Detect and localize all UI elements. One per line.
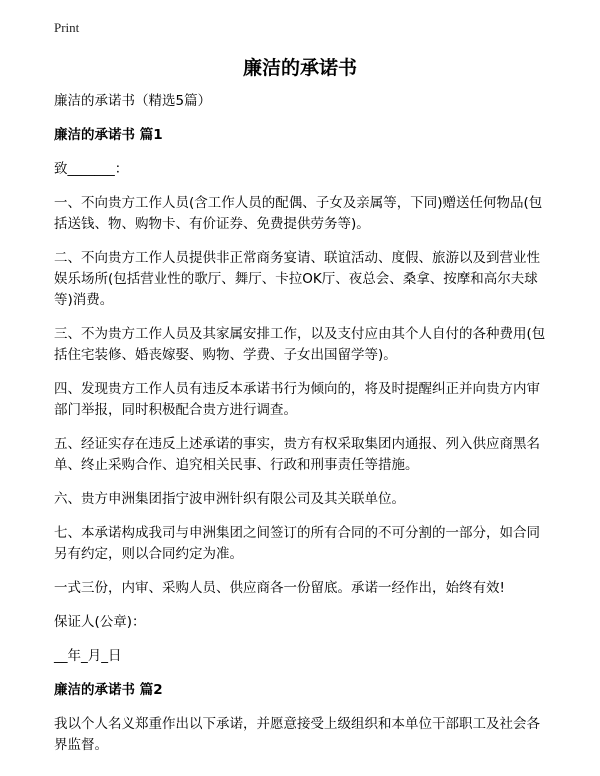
paragraph-pledge-intro: 我以个人名义郑重作出以下承诺，并愿意接受上级组织和本单位干部职工及社会各界监督。 [54, 716, 540, 753]
paragraph-clause-6: 六、贵方申洲集团指宁波申洲针织有限公司及其关联单位。 [54, 491, 405, 507]
print-link[interactable]: Print [54, 20, 80, 35]
paragraph-clause-4: 四、发现贵方工作人员有违反本承诺书行为倾向的，将及时提醒纠正并向贵方内审部门举报，同时积极配合贵方进行调查。 [54, 381, 540, 418]
paragraph-clause-1: 一、不向贵方工作人员(含工作人员的配偶、子女及亲属等，下同)赠送任何物品(包括送钱、物、购物卡、有价证券、免费提供劳务等)。 [54, 195, 543, 232]
document-title: 廉洁的承诺书 [242, 57, 357, 79]
paragraph-clause-2: 二、不向贵方工作人员提供非正常商务宴请、联谊活动、度假、旅游以及到营业性娱乐场所(包括营业性的歌厅、舞厅、卡拉OK厅、夜总会、桑拿、按摩和高尔夫球等)消费。 [54, 250, 540, 308]
document-body [54, 91, 550, 769]
paragraph-date: __年_月_日 [54, 648, 122, 664]
paragraph-guarantor: 保证人(公章)： [54, 614, 146, 630]
section-heading-1: 廉洁的承诺书 篇1 [54, 127, 163, 143]
paragraph-clause-3: 三、不为贵方工作人员及其家属安排工作，以及支付应由其个人自付的各种费用(包括住宅装修、婚丧嫁娶、购物、学费、子女出国留学等)。 [54, 326, 546, 363]
paragraph-copies: 一式三份，内审、采购人员、供应商各一份留底。承诺一经作出，始终有效! [54, 580, 505, 596]
paragraph-clause-5: 五、经证实存在违反上述承诺的事实，贵方有权采取集团内通报、列入供应商黑名单、终止采购合作、追究相关民事、行政和刑事责任等措施。 [54, 436, 540, 473]
paragraph-recipient: 致_______： [54, 161, 129, 177]
document-subtitle: 廉洁的承诺书（精选5篇） [54, 93, 212, 109]
paragraph-clause-7: 七、本承诺构成我司与申洲集团之间签订的所有合同的不可分割的一部分，如合同另有约定，则以合同约定为准。 [54, 525, 540, 562]
section-heading-2: 廉洁的承诺书 篇2 [54, 682, 163, 698]
